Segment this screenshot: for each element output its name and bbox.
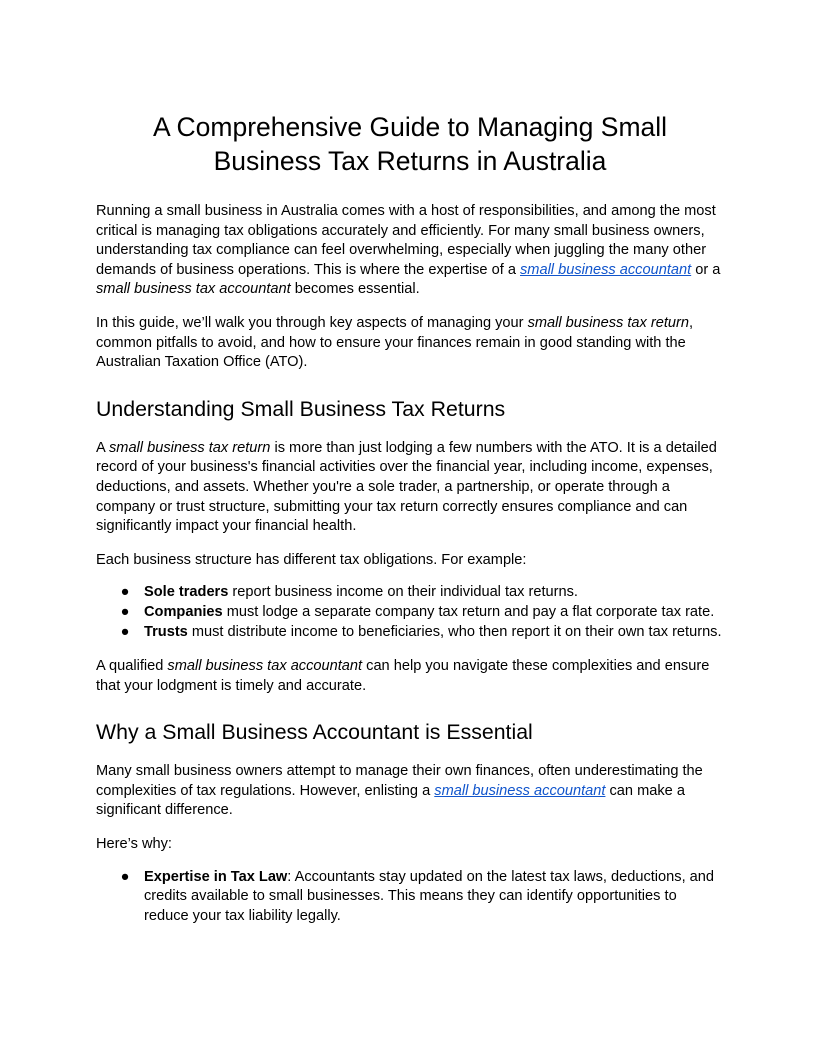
bullet-icon: ● bbox=[120, 584, 130, 601]
section-heading-why: Why a Small Business Accountant is Essential bbox=[96, 720, 533, 745]
small-business-accountant-link[interactable]: small business accountant bbox=[434, 782, 606, 799]
list-item: ● Companies must lodge a separate company tax return and pay a flat corporate tax rate. bbox=[96, 603, 724, 623]
business-structure-list bbox=[96, 583, 724, 642]
list-item: ● Trusts must distribute income to beneficiaries, who then report it on their own tax returns. bbox=[96, 623, 724, 643]
intro-paragraph-2: In this guide, we’ll walk you through key aspects of managing your small business tax return, common pitfalls to avoid, and how to ensure your finances remain in good standing with the Australian Taxation Office (ATO). bbox=[96, 314, 694, 371]
section1-paragraph-1: A small business tax return is more than just lodging a few numbers with the ATO. It is a detailed record of your business's financial activities over the financial year, including income, expenses, deductions, and assets. Whether you're a sole trader, a partnership, or operate through a company or trust structure, submitting your tax return correctly ensures compliance and can significantly impact your financial health. bbox=[96, 439, 717, 535]
section2-paragraph-2: Here’s why: bbox=[96, 836, 172, 853]
small-business-accountant-link[interactable]: small business accountant bbox=[520, 261, 692, 278]
bullet-icon: ● bbox=[120, 868, 130, 885]
page-title: A Comprehensive Guide to Managing Small Business Tax Returns in Australia bbox=[152, 112, 668, 176]
bullet-icon: ● bbox=[120, 623, 130, 640]
intro-paragraph-1: Running a small business in Australia comes with a host of responsibilities, and among the most critical is managing tax obligations accurately and efficiently. For many small business owners, understanding tax compliance can feel overwhelming, especially when juggling the many other demands of business operations. This is where the expertise of a small business accountant or a small business tax accountant becomes essential. bbox=[96, 203, 721, 298]
list-item: ● Expertise in Tax Law: Accountants stay updated on the latest tax laws, deductions, and credits available to small businesses. This means they can identify opportunities to reduce your tax liability legally. bbox=[96, 868, 724, 927]
reasons-list bbox=[96, 868, 724, 927]
document-page bbox=[96, 0, 724, 926]
section1-paragraph-3: A qualified small business tax accountant can help you navigate these complexities and ensure that your lodgment is timely and accurate. bbox=[96, 658, 710, 694]
section-heading-understanding: Understanding Small Business Tax Returns bbox=[96, 396, 506, 421]
section1-paragraph-2: Each business structure has different tax obligations. For example: bbox=[96, 551, 527, 568]
list-item: ● Sole traders report business income on their individual tax returns. bbox=[96, 583, 724, 603]
section2-paragraph-1: Many small business owners attempt to manage their own finances, often underestimating the complexities of tax regulations. However, enlisting a small business accountant can make a significant difference. bbox=[96, 763, 703, 819]
bullet-icon: ● bbox=[120, 603, 130, 620]
